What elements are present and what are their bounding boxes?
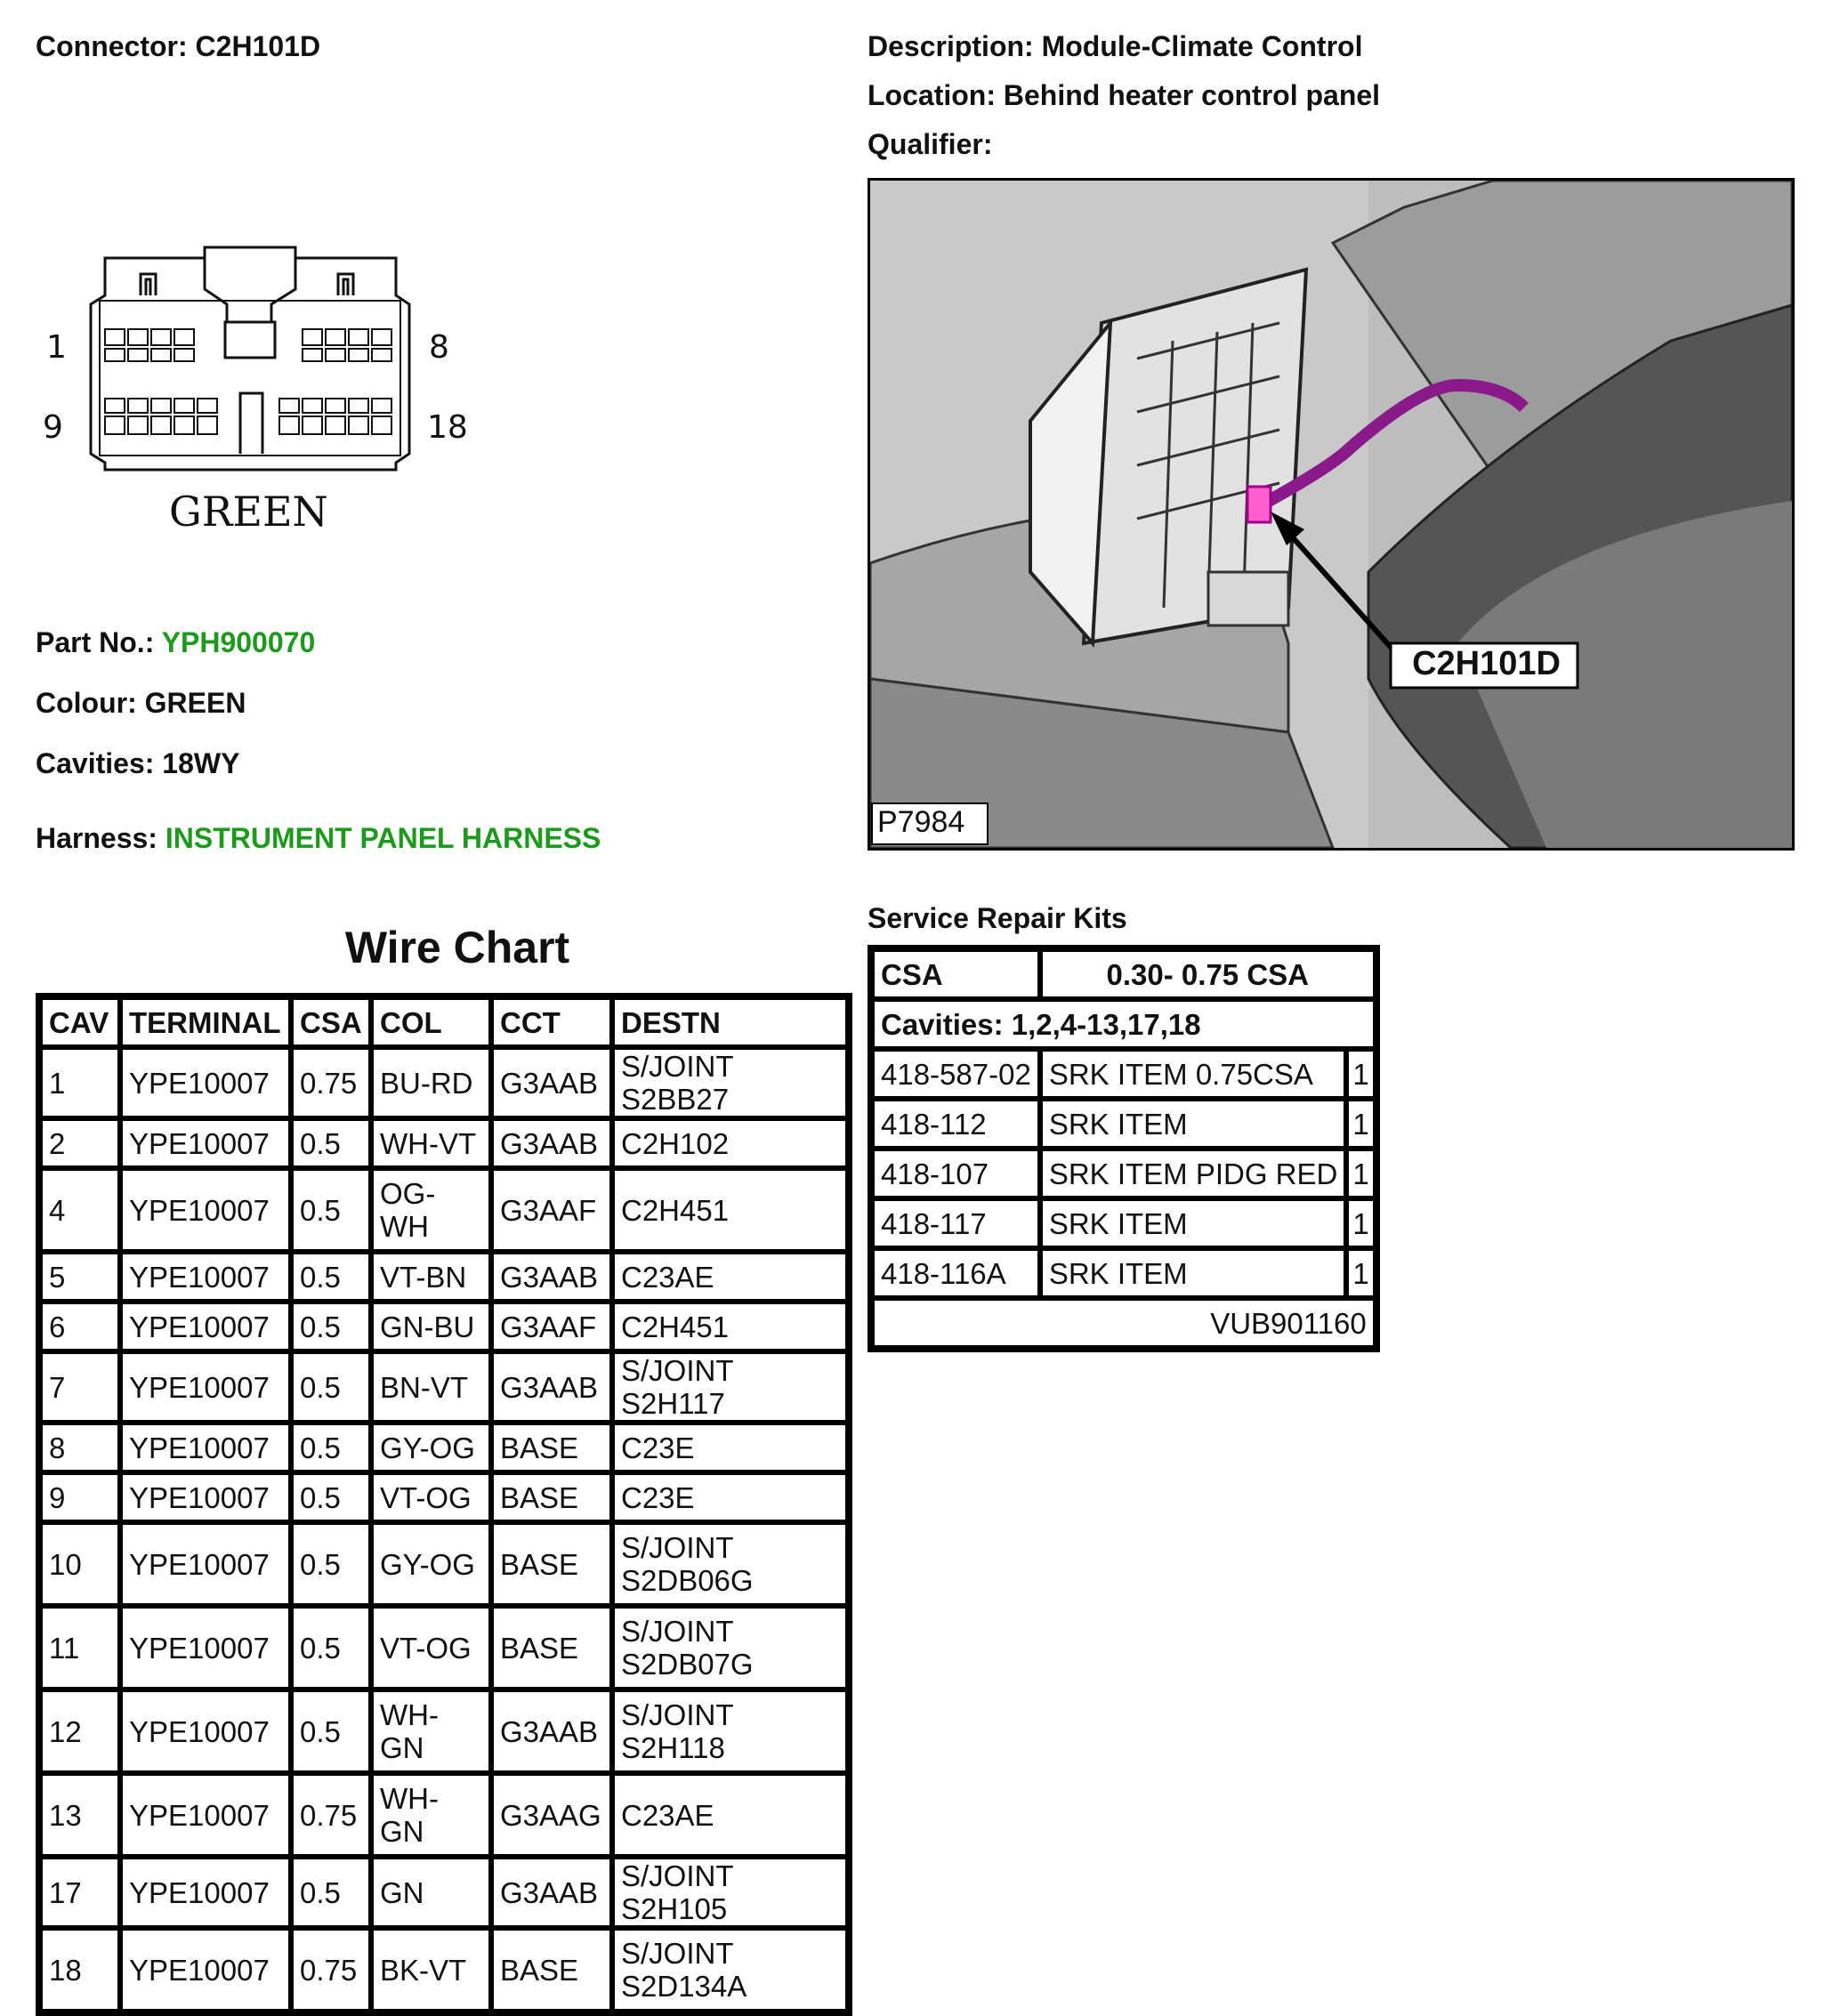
wire-cell-cav: 2 bbox=[40, 1118, 120, 1168]
srk-item-qty: 1 bbox=[1346, 1049, 1375, 1099]
wire-cell-terminal: YPE10007 bbox=[120, 1168, 291, 1252]
part-number-label: Part No.: bbox=[36, 626, 155, 658]
srk-cavities-row bbox=[872, 999, 1376, 1049]
wire-chart-row bbox=[40, 1689, 848, 1773]
wire-chart-row bbox=[40, 1351, 848, 1423]
srk-item-code: 418-112 bbox=[872, 1099, 1040, 1149]
wire-cell-destn: S/JOINT S2H117 bbox=[612, 1351, 848, 1423]
wire-cell-cct: BASE bbox=[491, 1472, 612, 1522]
wire-cell-destn: C23AE bbox=[612, 1773, 848, 1857]
srk-csa-label: CSA bbox=[872, 949, 1040, 999]
srk-item-code: 418-117 bbox=[872, 1198, 1040, 1248]
harness-label: Harness: bbox=[36, 822, 157, 854]
wire-cell-csa: 0.5 bbox=[291, 1168, 371, 1252]
wire-cell-col: VT-BN bbox=[371, 1252, 491, 1302]
wire-cell-cct: G3AAB bbox=[491, 1118, 612, 1168]
wire-chart-row bbox=[40, 1472, 848, 1522]
wire-cell-terminal: YPE10007 bbox=[120, 1689, 291, 1773]
wire-cell-csa: 0.5 bbox=[291, 1423, 371, 1472]
wire-chart-row bbox=[40, 1047, 848, 1118]
srk-item-code: 418-107 bbox=[872, 1149, 1040, 1198]
qualifier: Qualifier: bbox=[868, 128, 993, 160]
wire-chart-row bbox=[40, 1857, 848, 1928]
wire-cell-terminal: YPE10007 bbox=[120, 1857, 291, 1928]
wire-cell-cct: G3AAF bbox=[491, 1168, 612, 1252]
wire-cell-cct: G3AAG bbox=[491, 1773, 612, 1857]
srk-csa-value: 0.30- 0.75 CSA bbox=[1040, 949, 1376, 999]
wire-cell-cav: 8 bbox=[40, 1423, 120, 1472]
pin-label-8: 8 bbox=[429, 329, 449, 366]
srk-table bbox=[868, 945, 1380, 1352]
wire-chart-header bbox=[40, 997, 848, 1047]
wire-cell-cct: G3AAB bbox=[491, 1252, 612, 1302]
photo-ref: P7984 bbox=[877, 805, 965, 839]
wire-cell-cct: BASE bbox=[491, 1928, 612, 2012]
wire-cell-cct: G3AAB bbox=[491, 1047, 612, 1118]
wire-cell-csa: 0.75 bbox=[291, 1928, 371, 2012]
srk-item-row bbox=[872, 1099, 1376, 1149]
wire-cell-destn: C23E bbox=[612, 1472, 848, 1522]
wire-cell-terminal: YPE10007 bbox=[120, 1928, 291, 2012]
srk-item-desc: SRK ITEM bbox=[1040, 1099, 1347, 1149]
wire-chart-row bbox=[40, 1928, 848, 2012]
srk-item-desc: SRK ITEM bbox=[1040, 1198, 1347, 1248]
wire-cell-destn: C23E bbox=[612, 1423, 848, 1472]
wire-cell-col: VT-OG bbox=[371, 1472, 491, 1522]
srk-item-code: 418-587-02 bbox=[872, 1049, 1040, 1099]
wire-cell-csa: 0.5 bbox=[291, 1252, 371, 1302]
wire-cell-terminal: YPE10007 bbox=[120, 1351, 291, 1423]
wire-chart-row bbox=[40, 1773, 848, 1857]
srk-item-row bbox=[872, 1049, 1376, 1099]
wire-cell-terminal: YPE10007 bbox=[120, 1047, 291, 1118]
wire-cell-col: GN-BU bbox=[371, 1302, 491, 1351]
col-cct: CCT bbox=[491, 997, 612, 1047]
part-number bbox=[36, 626, 315, 659]
wire-chart-row bbox=[40, 1606, 848, 1689]
wire-cell-cav: 5 bbox=[40, 1252, 120, 1302]
wire-cell-destn: C23AE bbox=[612, 1252, 848, 1302]
location-photo bbox=[868, 178, 1795, 851]
wire-cell-terminal: YPE10007 bbox=[120, 1118, 291, 1168]
wire-cell-col: WH-GN bbox=[371, 1689, 491, 1773]
wire-cell-csa: 0.5 bbox=[291, 1302, 371, 1351]
srk-item-desc: SRK ITEM 0.75CSA bbox=[1040, 1049, 1347, 1099]
wire-cell-cct: G3AAB bbox=[491, 1689, 612, 1773]
dashboard-illustration bbox=[870, 181, 1792, 848]
wire-cell-csa: 0.5 bbox=[291, 1689, 371, 1773]
col-terminal: TERMINAL bbox=[120, 997, 291, 1047]
part-number-value: YPH900070 bbox=[161, 626, 316, 658]
srk-title: Service Repair Kits bbox=[868, 902, 1127, 934]
srk-item-qty: 1 bbox=[1346, 1198, 1375, 1248]
wire-cell-col: WH-VT bbox=[371, 1118, 491, 1168]
wire-cell-cav: 4 bbox=[40, 1168, 120, 1252]
wire-chart-title: Wire Chart bbox=[344, 923, 570, 972]
wire-chart-row bbox=[40, 1118, 848, 1168]
wire-chart-table bbox=[36, 993, 852, 2016]
wire-cell-col: BN-VT bbox=[371, 1351, 491, 1423]
srk-item-code: 418-116A bbox=[872, 1248, 1040, 1298]
wire-chart-row bbox=[40, 1168, 848, 1252]
wire-cell-csa: 0.5 bbox=[291, 1118, 371, 1168]
wire-cell-destn: S/JOINT S2BB27 bbox=[612, 1047, 848, 1118]
wire-cell-cct: G3AAB bbox=[491, 1857, 612, 1928]
col-csa: CSA bbox=[291, 997, 371, 1047]
harness bbox=[36, 822, 601, 855]
wire-cell-col: WH-GN bbox=[371, 1773, 491, 1857]
wire-cell-cav: 11 bbox=[40, 1606, 120, 1689]
wire-cell-destn: S/JOINT S2DB06G bbox=[612, 1522, 848, 1606]
srk-kit-number: VUB901160 bbox=[872, 1298, 1376, 1348]
wire-cell-terminal: YPE10007 bbox=[120, 1252, 291, 1302]
wire-cell-col: GN bbox=[371, 1857, 491, 1928]
wire-chart-row bbox=[40, 1302, 848, 1351]
location: Location: Behind heater control panel bbox=[868, 79, 1381, 111]
connector-diagram bbox=[36, 240, 480, 543]
wire-cell-csa: 0.75 bbox=[291, 1773, 371, 1857]
wire-cell-terminal: YPE10007 bbox=[120, 1423, 291, 1472]
wire-cell-cct: G3AAB bbox=[491, 1351, 612, 1423]
harness-value: INSTRUMENT PANEL HARNESS bbox=[165, 822, 601, 854]
srk-item-desc: SRK ITEM PIDG RED bbox=[1040, 1149, 1347, 1198]
wire-cell-destn: S/JOINT S2H105 bbox=[612, 1857, 848, 1928]
wire-cell-col: BU-RD bbox=[371, 1047, 491, 1118]
wire-cell-terminal: YPE10007 bbox=[120, 1606, 291, 1689]
photo-callout: C2H101D bbox=[1412, 645, 1561, 682]
wire-cell-csa: 0.5 bbox=[291, 1351, 371, 1423]
srk-item-row bbox=[872, 1198, 1376, 1248]
srk-csa-row bbox=[872, 949, 1376, 999]
pin-label-1: 1 bbox=[46, 329, 67, 366]
colour: Colour: GREEN bbox=[36, 687, 246, 719]
srk-kit-row bbox=[872, 1298, 1376, 1348]
pin-label-18: 18 bbox=[427, 409, 468, 446]
wire-cell-destn: S/JOINT S2D134A bbox=[612, 1928, 848, 2012]
wire-cell-cav: 18 bbox=[40, 1928, 120, 2012]
wire-cell-destn: S/JOINT S2H118 bbox=[612, 1689, 848, 1773]
srk-item-row bbox=[872, 1149, 1376, 1198]
wire-cell-csa: 0.75 bbox=[291, 1047, 371, 1118]
col-destn: DESTN bbox=[612, 997, 848, 1047]
wire-cell-destn: S/JOINT S2DB07G bbox=[612, 1606, 848, 1689]
wire-cell-csa: 0.5 bbox=[291, 1472, 371, 1522]
wire-cell-cav: 9 bbox=[40, 1472, 120, 1522]
srk-item-qty: 1 bbox=[1346, 1248, 1375, 1298]
wire-cell-col: GY-OG bbox=[371, 1423, 491, 1472]
description: Description: Module-Climate Control bbox=[868, 30, 1363, 62]
wire-cell-cav: 12 bbox=[40, 1689, 120, 1773]
srk-item-qty: 1 bbox=[1346, 1099, 1375, 1149]
wire-cell-cav: 7 bbox=[40, 1351, 120, 1423]
wire-cell-cav: 17 bbox=[40, 1857, 120, 1928]
wire-cell-cav: 1 bbox=[40, 1047, 120, 1118]
wire-cell-destn: C2H451 bbox=[612, 1302, 848, 1351]
wire-cell-cav: 13 bbox=[40, 1773, 120, 1857]
wire-cell-terminal: YPE10007 bbox=[120, 1773, 291, 1857]
wire-cell-cct: G3AAF bbox=[491, 1302, 612, 1351]
wire-cell-cct: BASE bbox=[491, 1423, 612, 1472]
wire-chart-row bbox=[40, 1423, 848, 1472]
wire-cell-destn: C2H102 bbox=[612, 1118, 848, 1168]
col-cav: CAV bbox=[40, 997, 120, 1047]
wire-cell-col: OG-WH bbox=[371, 1168, 491, 1252]
wire-cell-terminal: YPE10007 bbox=[120, 1302, 291, 1351]
srk-item-qty: 1 bbox=[1346, 1149, 1375, 1198]
srk-item-desc: SRK ITEM bbox=[1040, 1248, 1347, 1298]
wire-cell-cct: BASE bbox=[491, 1522, 612, 1606]
wire-cell-col: VT-OG bbox=[371, 1606, 491, 1689]
wire-cell-destn: C2H451 bbox=[612, 1168, 848, 1252]
col-col: COL bbox=[371, 997, 491, 1047]
wire-cell-csa: 0.5 bbox=[291, 1522, 371, 1606]
pin-label-9: 9 bbox=[43, 409, 63, 446]
cavities: Cavities: 18WY bbox=[36, 747, 240, 779]
wire-cell-csa: 0.5 bbox=[291, 1606, 371, 1689]
wire-cell-cav: 6 bbox=[40, 1302, 120, 1351]
connector-id: Connector: C2H101D bbox=[36, 30, 321, 62]
wire-cell-terminal: YPE10007 bbox=[120, 1472, 291, 1522]
wire-cell-terminal: YPE10007 bbox=[120, 1522, 291, 1606]
wire-cell-cct: BASE bbox=[491, 1606, 612, 1689]
wire-chart-row bbox=[40, 1522, 848, 1606]
wire-cell-col: BK-VT bbox=[371, 1928, 491, 2012]
srk-item-row bbox=[872, 1248, 1376, 1298]
connector-color-label: GREEN bbox=[169, 488, 328, 536]
wire-cell-col: GY-OG bbox=[371, 1522, 491, 1606]
wire-cell-csa: 0.5 bbox=[291, 1857, 371, 1928]
srk-cavities: Cavities: 1,2,4-13,17,18 bbox=[872, 999, 1376, 1049]
wire-chart-row bbox=[40, 1252, 848, 1302]
wire-cell-cav: 10 bbox=[40, 1522, 120, 1606]
